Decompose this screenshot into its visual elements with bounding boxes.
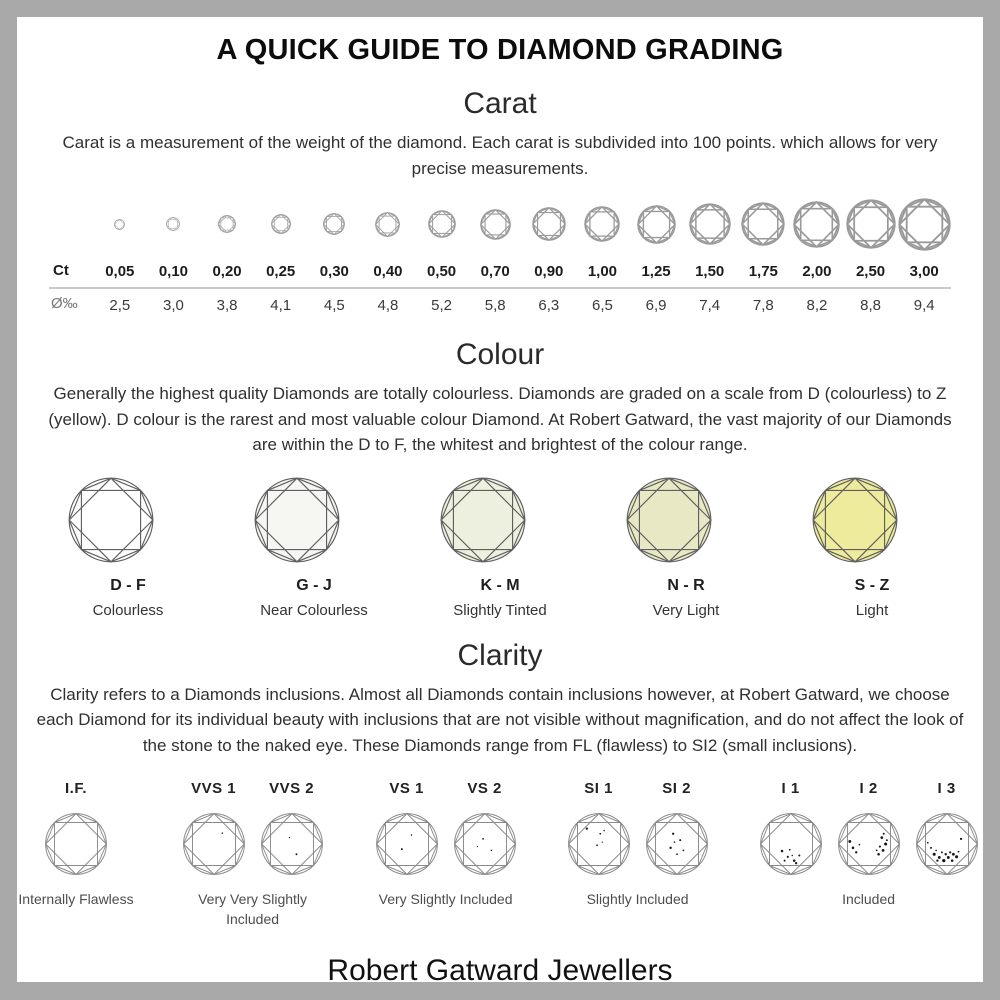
colour-diamond-icon bbox=[625, 476, 713, 564]
inclusion-dot bbox=[881, 849, 884, 852]
carat-size-diamond-icon bbox=[271, 214, 291, 234]
clarity-group-description: Slightly Included bbox=[586, 891, 689, 907]
colour-grade-item bbox=[811, 476, 933, 619]
carat-gem-cell bbox=[576, 195, 630, 253]
clarity-diamond-icon bbox=[375, 812, 439, 876]
inclusion-dot bbox=[482, 838, 484, 840]
inclusion-dot bbox=[930, 847, 932, 849]
inclusion-dot bbox=[221, 832, 223, 834]
carat-gem-cell bbox=[790, 195, 844, 253]
clarity-group-description: Internally Flawless bbox=[18, 891, 134, 907]
colour-range-label: N - R bbox=[667, 576, 705, 594]
colour-range-label: D - F bbox=[110, 576, 146, 594]
carat-ct-value: 0,30 bbox=[319, 263, 349, 280]
inclusion-dot bbox=[878, 845, 880, 847]
inclusion-dot bbox=[792, 859, 795, 862]
carat-size-diamond-icon bbox=[480, 209, 511, 240]
carat-gem-cell bbox=[737, 195, 791, 253]
carat-ct-value: 0,50 bbox=[426, 263, 457, 280]
carat-size-diamond-icon bbox=[689, 203, 731, 245]
carat-diameter-value: 6,5 bbox=[592, 297, 613, 314]
carat-size-diamond-icon bbox=[898, 198, 951, 251]
inclusion-dot bbox=[295, 853, 297, 855]
clarity-grade-item bbox=[834, 780, 904, 876]
inclusion-dot bbox=[596, 844, 598, 846]
inclusion-dot bbox=[601, 841, 602, 842]
carat-diameter-value: 9,4 bbox=[913, 297, 935, 314]
colour-grade-row bbox=[17, 476, 983, 619]
carat-gem-cell bbox=[93, 195, 147, 253]
inclusion-dot bbox=[880, 836, 883, 839]
colour-range-label: G - J bbox=[296, 576, 332, 594]
carat-diameter-value: 5,2 bbox=[431, 297, 452, 314]
carat-diameter-value: 7,8 bbox=[752, 297, 774, 314]
carat-ct-value: 1,00 bbox=[587, 263, 618, 280]
colour-description: Generally the highest quality Diamonds are totally colourless. Diamonds are graded on a scale from D (colourless) to Z (yellow). D colour is the rarest and most valuable colour Diamond. At Robert Gatward, the vast majority of our Diamonds are within the D to F, the whitest and brightest of the colour range. bbox=[48, 384, 952, 454]
clarity-diamond-icon bbox=[44, 812, 108, 876]
inclusion-dot bbox=[926, 842, 928, 844]
clarity-group bbox=[18, 780, 133, 909]
carat-gem-cell bbox=[361, 195, 415, 253]
carat-gem-cell bbox=[897, 195, 951, 253]
inclusion-dot bbox=[585, 827, 587, 829]
inclusion-dot bbox=[798, 854, 800, 856]
carat-size-diamond-icon bbox=[428, 210, 456, 238]
guide-page bbox=[17, 17, 983, 982]
carat-diameter-value: 4,1 bbox=[270, 297, 292, 314]
clarity-diamond-icon bbox=[260, 812, 324, 876]
clarity-grade-row bbox=[17, 780, 983, 930]
carat-gem-cell bbox=[254, 195, 308, 253]
inclusion-dot bbox=[882, 833, 884, 835]
inclusion-dot bbox=[955, 855, 958, 858]
clarity-group-description: Very Very Slightly Included bbox=[198, 891, 308, 928]
inclusion-dot bbox=[679, 839, 681, 841]
carat-section-heading: Carat bbox=[463, 87, 537, 120]
carat-diameter-value: 5,8 bbox=[484, 297, 506, 314]
clarity-description: Clarity refers to a Diamonds inclusions. Almost all Diamonds contain inclusions however, at Robert Gatward, we choose each Diamond for its individual beauty with inclusions that are not visible without magnification, and do not affect the look of the stone to the naked eye. These Diamonds range from FL (flawless) to SI2 (small inclusions). bbox=[36, 684, 964, 755]
carat-ct-row-label: Ct bbox=[53, 261, 69, 279]
clarity-grade-label: I 2 bbox=[859, 780, 878, 797]
carat-ct-value: 0,20 bbox=[212, 263, 242, 280]
inclusion-dot bbox=[936, 859, 938, 861]
inclusion-dot bbox=[935, 850, 937, 852]
inclusion-dot bbox=[788, 849, 790, 851]
inclusion-dot bbox=[937, 856, 940, 859]
inclusion-dot bbox=[476, 846, 477, 847]
carat-ct-value: 1,75 bbox=[748, 263, 778, 280]
carat-diameter-value: 8,8 bbox=[860, 297, 881, 314]
inclusion-dot bbox=[791, 855, 793, 857]
inclusion-dot bbox=[855, 851, 857, 853]
carat-ct-value: 0,10 bbox=[158, 263, 189, 280]
clarity-grades bbox=[564, 780, 712, 876]
carat-size-diamond-icon bbox=[532, 207, 566, 241]
clarity-section-heading: Clarity bbox=[457, 638, 543, 672]
clarity-group bbox=[372, 780, 520, 909]
inclusion-dot bbox=[851, 847, 854, 850]
inclusion-dot bbox=[884, 842, 887, 845]
inclusion-dot bbox=[410, 834, 412, 836]
inclusion-dot bbox=[673, 841, 675, 843]
clarity-grade-item bbox=[372, 780, 442, 876]
carat-size-diamond-icon bbox=[846, 199, 896, 249]
carat-gem-cell bbox=[147, 195, 201, 253]
carat-diameter-value: 6,9 bbox=[645, 297, 667, 314]
carat-size-diamond-icon bbox=[584, 206, 620, 242]
clarity-diamond-icon bbox=[915, 812, 979, 876]
carat-ct-value: 0,25 bbox=[266, 263, 296, 280]
colour-grade-name: Light bbox=[855, 601, 889, 619]
colour-range-label: K - M bbox=[480, 576, 520, 594]
inclusion-dot bbox=[603, 830, 605, 832]
carat-size-diamond-icon bbox=[741, 202, 785, 246]
colour-diamond-icon bbox=[253, 476, 341, 564]
inclusion-dot bbox=[944, 853, 946, 855]
carat-size-diamond-icon bbox=[218, 215, 236, 233]
clarity-grade-label: VS 1 bbox=[389, 780, 424, 797]
inclusion-dot bbox=[400, 848, 402, 850]
inclusion-dot bbox=[783, 860, 785, 862]
clarity-group-description: Included bbox=[842, 891, 896, 907]
carat-diameter-value: 6,3 bbox=[538, 297, 560, 314]
inclusion-dot bbox=[786, 856, 788, 858]
carat-size-diamond-icon bbox=[375, 212, 400, 237]
inclusion-dot bbox=[940, 851, 942, 853]
clarity-group bbox=[756, 780, 982, 909]
carat-gem-cell bbox=[415, 195, 469, 253]
carat-diameter-row-label: Ø‰ bbox=[51, 295, 78, 312]
inclusion-dot bbox=[875, 850, 877, 852]
carat-size-diamond-icon bbox=[114, 219, 125, 230]
carat-size-diamond-icon bbox=[166, 217, 180, 231]
carat-ct-value: 0,90 bbox=[534, 263, 564, 280]
clarity-grade-item bbox=[756, 780, 826, 876]
clarity-grade-label: VS 2 bbox=[467, 780, 502, 797]
inclusion-dot bbox=[942, 859, 945, 862]
clarity-grade-label: I.F. bbox=[64, 780, 87, 797]
clarity-grade-item bbox=[642, 780, 712, 876]
colour-diamond-icon bbox=[811, 476, 899, 564]
inclusion-dot bbox=[946, 856, 949, 859]
inclusion-dot bbox=[490, 850, 492, 852]
colour-grade-name: Colourless bbox=[92, 601, 164, 619]
clarity-group bbox=[564, 780, 712, 909]
colour-diamond-icon bbox=[67, 476, 155, 564]
clarity-diamond-icon bbox=[645, 812, 709, 876]
colour-grade-name: Slightly Tinted bbox=[453, 601, 547, 619]
carat-gem-cell bbox=[522, 195, 576, 253]
clarity-grade-label: I 3 bbox=[937, 780, 956, 797]
inclusion-dot bbox=[950, 859, 953, 862]
clarity-grades bbox=[372, 780, 520, 876]
inclusion-dot bbox=[877, 853, 880, 856]
inclusion-dot bbox=[960, 838, 962, 840]
clarity-grade-item bbox=[912, 780, 982, 876]
carat-ct-value: 2,50 bbox=[855, 263, 886, 280]
carat-gem-spacer bbox=[49, 195, 93, 253]
clarity-grade-label: VVS 2 bbox=[269, 780, 315, 797]
clarity-diamond-icon bbox=[453, 812, 517, 876]
clarity-grade-item bbox=[257, 780, 327, 876]
carat-ct-value: 0,40 bbox=[373, 263, 403, 280]
carat-diameter-value: 3,8 bbox=[216, 297, 238, 314]
colour-grade-item bbox=[253, 476, 375, 619]
colour-section-heading: Colour bbox=[455, 338, 545, 371]
colour-grade-name: Near Colourless bbox=[260, 601, 368, 619]
clarity-diamond-icon bbox=[567, 812, 631, 876]
carat-diameter-value: 7,4 bbox=[699, 297, 721, 314]
colour-grade-name: Very Light bbox=[652, 601, 720, 619]
inclusion-dot bbox=[858, 844, 860, 846]
inclusion-dot bbox=[957, 851, 959, 853]
carat-ct-value: 2,00 bbox=[802, 263, 832, 280]
carat-ct-value: 1,25 bbox=[641, 263, 671, 280]
carat-diameter-value: 4,5 bbox=[323, 297, 345, 314]
carat-diameter-value: 4,8 bbox=[377, 297, 399, 314]
clarity-grade-label: SI 2 bbox=[662, 780, 691, 797]
clarity-grades bbox=[41, 780, 111, 876]
inclusion-dot bbox=[599, 833, 601, 835]
footer-brand: Robert Gatward Jewellers bbox=[327, 953, 673, 982]
clarity-grade-label: SI 1 bbox=[584, 780, 613, 797]
carat-ct-value: 0,70 bbox=[480, 263, 510, 280]
clarity-group bbox=[178, 780, 328, 930]
inclusion-dot bbox=[848, 840, 851, 843]
inclusion-dot bbox=[949, 851, 951, 853]
carat-gem-cell bbox=[683, 195, 737, 253]
carat-gem-cell bbox=[308, 195, 362, 253]
clarity-grade-label: I 1 bbox=[781, 780, 800, 797]
colour-range-label: S - Z bbox=[854, 576, 890, 594]
page-title: A QUICK GUIDE TO DIAMOND GRADING bbox=[216, 34, 784, 66]
colour-grade-item bbox=[439, 476, 561, 619]
carat-table bbox=[49, 195, 951, 318]
inclusion-dot bbox=[952, 853, 955, 856]
carat-gem-cell bbox=[200, 195, 254, 253]
clarity-grades bbox=[756, 780, 982, 876]
carat-ct-value: 3,00 bbox=[909, 263, 939, 280]
clarity-grade-label: VVS 1 bbox=[191, 780, 237, 797]
clarity-grade-item bbox=[450, 780, 520, 876]
inclusion-dot bbox=[795, 862, 797, 864]
inclusion-dot bbox=[886, 839, 888, 841]
carat-gem-cell bbox=[629, 195, 683, 253]
inclusion-dot bbox=[932, 853, 935, 856]
clarity-diamond-icon bbox=[837, 812, 901, 876]
clarity-grade-item bbox=[564, 780, 634, 876]
carat-size-diamond-icon bbox=[793, 201, 840, 248]
carat-diameter-value: 8,2 bbox=[806, 297, 828, 314]
carat-ct-value: 1,50 bbox=[695, 263, 725, 280]
clarity-grade-item bbox=[179, 780, 249, 876]
carat-size-diamond-icon bbox=[323, 213, 345, 235]
clarity-diamond-icon bbox=[182, 812, 246, 876]
clarity-grade-item bbox=[41, 780, 111, 876]
carat-size-diamond-icon bbox=[637, 205, 676, 244]
clarity-grades bbox=[179, 780, 327, 876]
colour-diamond-icon bbox=[439, 476, 527, 564]
clarity-diamond-icon bbox=[759, 812, 823, 876]
carat-diameter-value: 3,0 bbox=[163, 297, 184, 314]
inclusion-dot bbox=[669, 847, 671, 849]
carat-gem-cell bbox=[468, 195, 522, 253]
inclusion-dot bbox=[780, 850, 783, 853]
inclusion-dot bbox=[288, 837, 289, 838]
carat-description: Carat is a measurement of the weight of the diamond. Each carat is subdivided into 100 points. which allows for very precise measurements. bbox=[62, 133, 938, 178]
carat-ct-value: 0,05 bbox=[105, 263, 135, 280]
carat-diameter-value: 2,5 bbox=[109, 297, 131, 314]
clarity-group-description: Very Slightly Included bbox=[378, 891, 513, 907]
colour-grade-item bbox=[67, 476, 189, 619]
inclusion-dot bbox=[672, 833, 674, 835]
inclusion-dot bbox=[676, 853, 678, 855]
carat-gem-cell bbox=[844, 195, 898, 253]
colour-grade-item bbox=[625, 476, 747, 619]
inclusion-dot bbox=[682, 850, 684, 852]
